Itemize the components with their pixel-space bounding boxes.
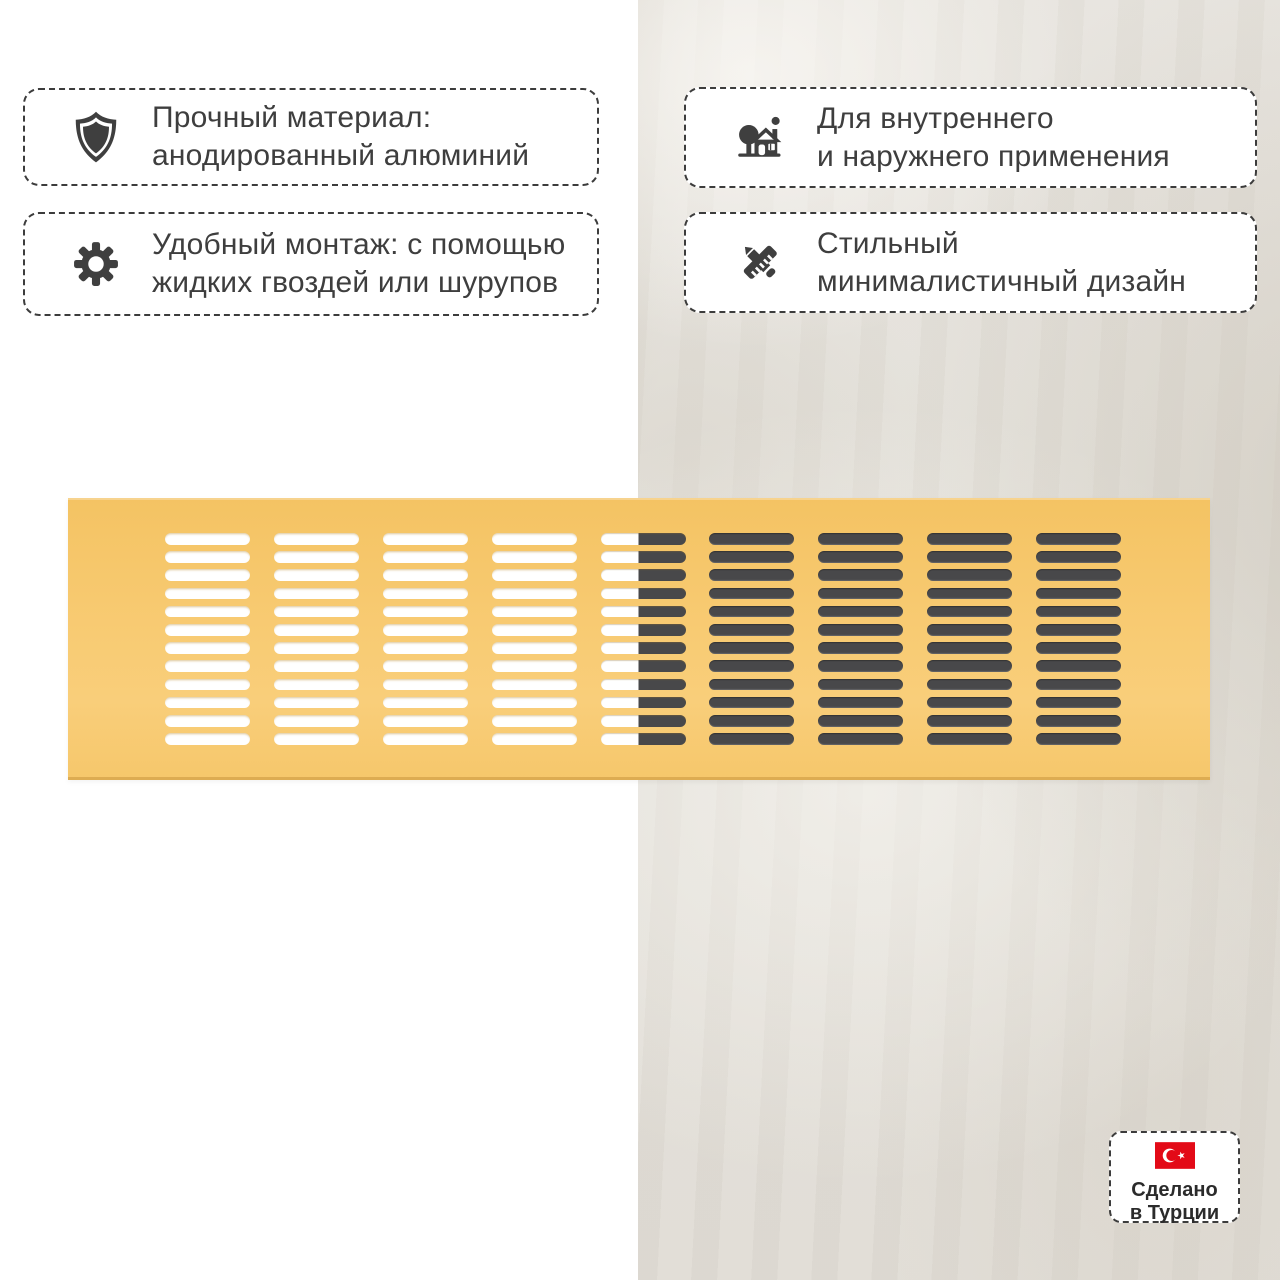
- vent-slot: [274, 606, 359, 618]
- feature-text: [152, 99, 529, 175]
- vent-slot: [383, 606, 468, 618]
- made-in-line-2: в Турции: [1129, 1202, 1220, 1224]
- feature-text: [152, 226, 565, 302]
- vent-slot: [927, 660, 1012, 672]
- vent-slot: [492, 569, 577, 581]
- vent-slot: [927, 715, 1012, 727]
- vent-slot: [383, 533, 468, 545]
- vent-slot: [274, 660, 359, 672]
- vent-slot: [709, 715, 794, 727]
- feature-line-1: Стильный: [817, 226, 959, 260]
- vent-slot: [383, 569, 468, 581]
- feature-card-material: [23, 88, 599, 186]
- vent-slot: [165, 679, 250, 691]
- vent-slot: [709, 533, 794, 545]
- vent-slot: [1036, 551, 1121, 563]
- vent-slot: [1036, 660, 1121, 672]
- vent-slot: [274, 733, 359, 745]
- vent-slot: [165, 624, 250, 636]
- vent-slot: [274, 679, 359, 691]
- vent-slot: [1036, 606, 1121, 618]
- vent-slot: [274, 569, 359, 581]
- vent-slot: [709, 569, 794, 581]
- vent-slot: [709, 697, 794, 709]
- ventilation-grille-product: [68, 498, 1210, 780]
- vent-slot: [927, 533, 1012, 545]
- vent-slot: [1036, 533, 1121, 545]
- vent-slot: [927, 733, 1012, 745]
- made-in-line-1: Сделано: [1131, 1179, 1218, 1201]
- feature-card-mounting: [23, 212, 599, 316]
- vent-slot: [165, 533, 250, 545]
- vent-slot: [274, 588, 359, 600]
- vent-slot: [601, 569, 686, 581]
- vent-slot: [383, 660, 468, 672]
- vent-slot: [709, 660, 794, 672]
- vent-slot: [274, 624, 359, 636]
- vent-slot: [1036, 569, 1121, 581]
- vent-slot: [1036, 679, 1121, 691]
- vent-slot: [383, 624, 468, 636]
- feature-text: [817, 100, 1170, 176]
- vent-slot: [1036, 588, 1121, 600]
- feature-line-2: анодированный алюминий: [152, 139, 530, 172]
- feature-card-usage: [684, 87, 1257, 188]
- vent-slot: [818, 624, 903, 636]
- vent-slot: [165, 733, 250, 745]
- vent-slot: [927, 642, 1012, 654]
- vent-slot: [601, 533, 686, 545]
- vent-slot: [492, 697, 577, 709]
- vent-slot: [274, 642, 359, 654]
- vent-slot: [165, 606, 250, 618]
- vent-slot: [1036, 642, 1121, 654]
- vent-slot: [383, 679, 468, 691]
- feature-line-1: Для внутреннего: [817, 101, 1054, 135]
- feature-line-2: минималистичный дизайн: [817, 264, 1187, 298]
- vent-slot: [818, 606, 903, 618]
- vent-slot: [927, 551, 1012, 563]
- feature-line-2: и наружнего применения: [817, 139, 1170, 173]
- vent-slot: [927, 679, 1012, 691]
- made-in-turkey-badge: [1109, 1131, 1240, 1223]
- vent-slot: [818, 715, 903, 727]
- vent-slot: [383, 697, 468, 709]
- vent-slot: [492, 733, 577, 745]
- vent-slot: [601, 624, 686, 636]
- vent-slot: [601, 733, 686, 745]
- vent-slot: [818, 569, 903, 581]
- vent-slot: [274, 715, 359, 727]
- vent-slot: [927, 624, 1012, 636]
- vent-slot: [165, 642, 250, 654]
- vent-slot: [927, 697, 1012, 709]
- vent-slot: [709, 642, 794, 654]
- vent-slot: [165, 697, 250, 709]
- vent-slot: [709, 679, 794, 691]
- vent-slot: [709, 588, 794, 600]
- shield-icon: [67, 107, 125, 167]
- vent-slot: [818, 660, 903, 672]
- vent-slot: [709, 624, 794, 636]
- vent-slot: [818, 588, 903, 600]
- vent-slot: [492, 715, 577, 727]
- vent-slot: [383, 715, 468, 727]
- vent-slot: [709, 551, 794, 563]
- vent-slot: [601, 715, 686, 727]
- feature-line-1: Удобный монтаж: с помощью: [152, 228, 566, 261]
- vent-slot: [601, 642, 686, 654]
- vent-slot: [492, 642, 577, 654]
- feature-card-design: [684, 212, 1257, 313]
- vent-slot: [165, 569, 250, 581]
- vent-slot: [165, 551, 250, 563]
- vent-slot: [383, 642, 468, 654]
- feature-line-2: жидких гвоздей или шурупов: [152, 266, 559, 299]
- feature-text: [817, 225, 1186, 301]
- turkey-flag-icon: [1155, 1142, 1195, 1174]
- vent-slot: [274, 697, 359, 709]
- vent-slot: [492, 551, 577, 563]
- vent-slot: [274, 551, 359, 563]
- vent-slot: [709, 606, 794, 618]
- vent-slot: [165, 715, 250, 727]
- vent-slot: [818, 697, 903, 709]
- house-icon: [732, 112, 790, 164]
- vent-slot: [492, 588, 577, 600]
- gear-icon: [67, 238, 125, 290]
- vent-slot: [383, 551, 468, 563]
- vent-slot: [709, 733, 794, 745]
- vent-slot: [492, 624, 577, 636]
- vent-slot: [818, 733, 903, 745]
- vent-slot: [1036, 733, 1121, 745]
- vent-slot: [818, 551, 903, 563]
- feature-line-1: Прочный материал:: [152, 101, 432, 134]
- vent-slot: [274, 533, 359, 545]
- vent-slot: [601, 551, 686, 563]
- vent-slot: [1036, 697, 1121, 709]
- vent-slot: [492, 606, 577, 618]
- vent-slot: [601, 660, 686, 672]
- vent-slot: [601, 697, 686, 709]
- vent-slot: [492, 533, 577, 545]
- vent-slot: [601, 606, 686, 618]
- vent-slot: [927, 588, 1012, 600]
- vent-slot: [601, 679, 686, 691]
- pencil-ruler-icon: [732, 237, 790, 289]
- vent-slot: [1036, 715, 1121, 727]
- vent-slot: [492, 679, 577, 691]
- vent-slot: [601, 588, 686, 600]
- vent-slot: [818, 642, 903, 654]
- vent-slot: [165, 660, 250, 672]
- vent-slot: [927, 606, 1012, 618]
- vent-slot: [383, 733, 468, 745]
- vent-slot: [165, 588, 250, 600]
- vent-slot: [927, 569, 1012, 581]
- vent-slot: [383, 588, 468, 600]
- vent-slot: [492, 660, 577, 672]
- vent-slot: [818, 679, 903, 691]
- vent-slot: [1036, 624, 1121, 636]
- vent-slot: [818, 533, 903, 545]
